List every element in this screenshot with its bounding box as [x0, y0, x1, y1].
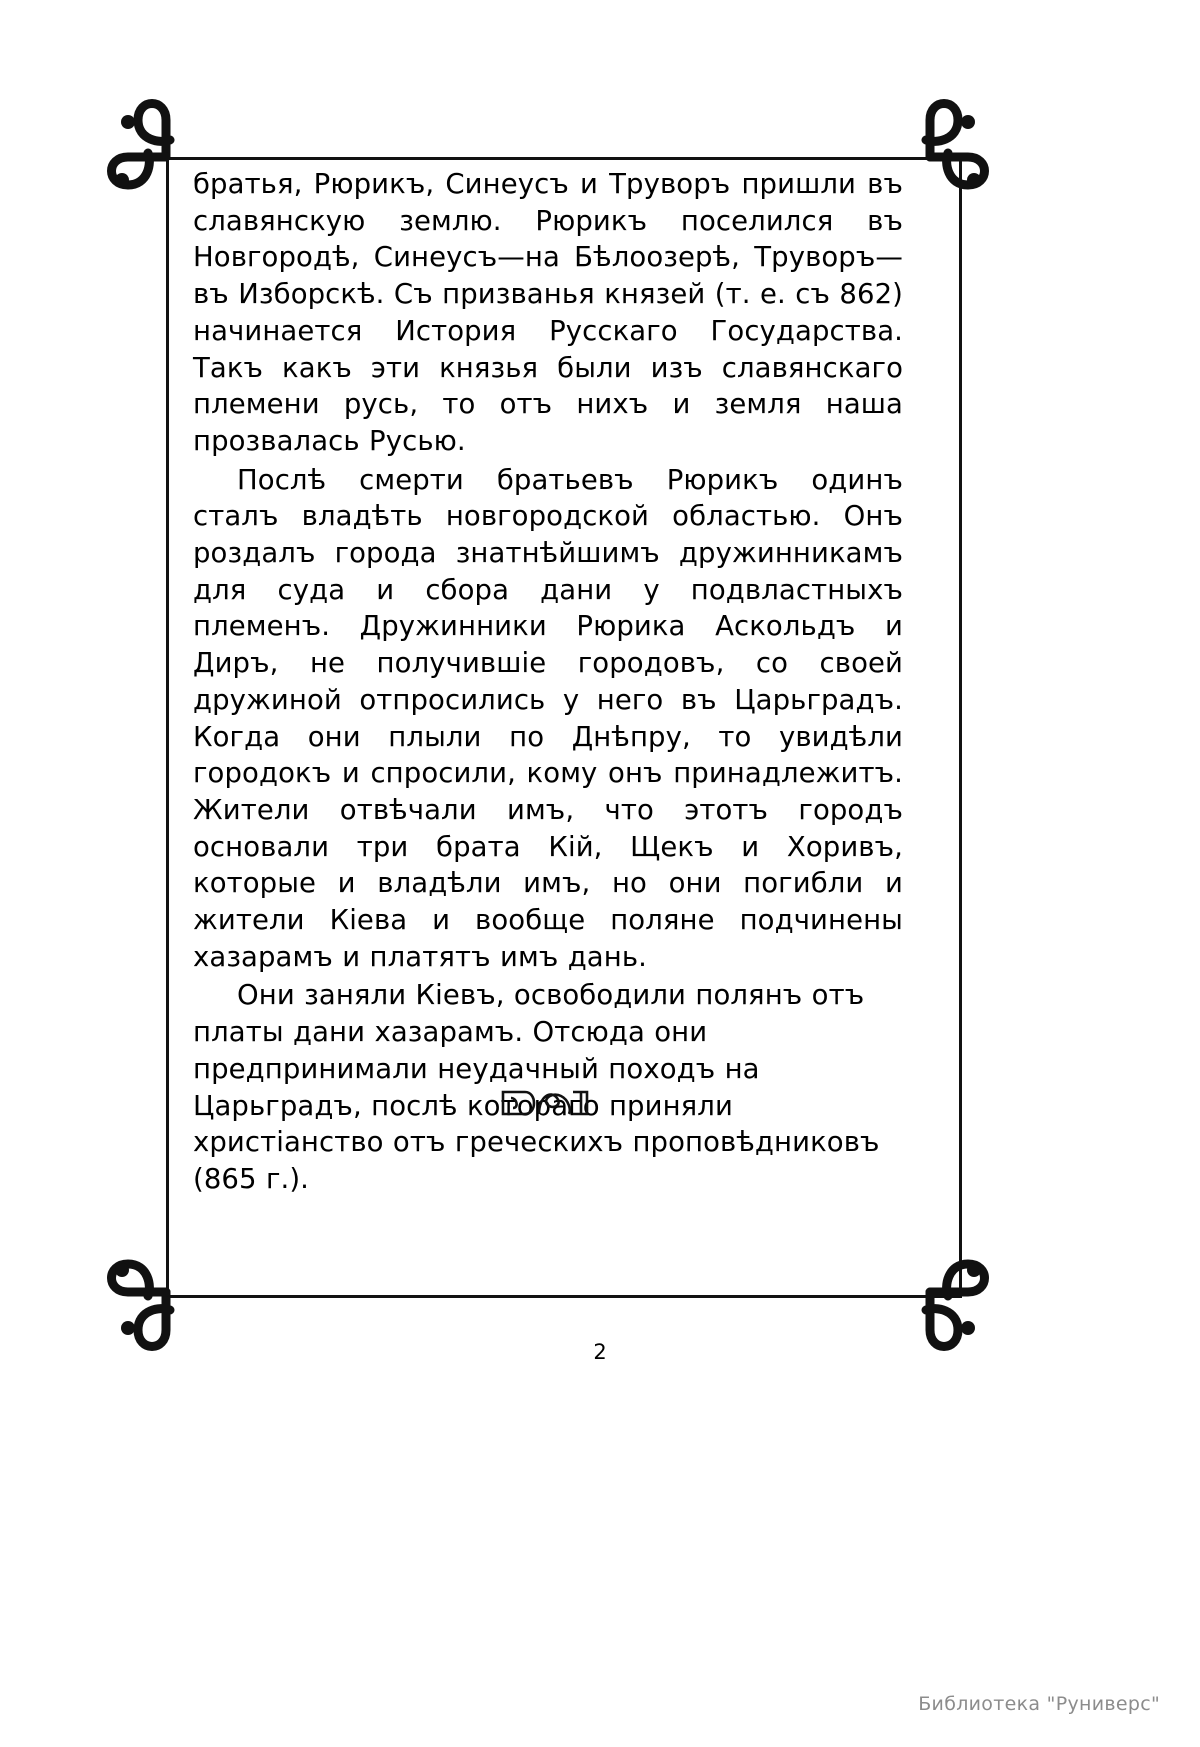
paragraph: Послѣ смерти братьевъ Рюрикъ одинъ сталъ владѣть новгородской областью. Онъ роздалъ города знатнѣйшимъ дружинникамъ для суда и сбора дани у подвластныхъ племенъ. Дружинники Рюрика Аскольдъ и Диръ, не получившіе городовъ, со своей дружиной отпросились у него въ Царьградъ. Когда они плыли по Днѣпру, то увидѣли городокъ и спросили, кому онъ принадлежитъ. Жители отвѣчали имъ, что этотъ городъ основали три брата Кій, Щекъ и Хоривъ, которые и владѣли имъ, но они погибли и жители Кіева и вообще поляне подчинены хазарамъ и платятъ имъ дань. — [193, 463, 903, 973]
library-watermark: Библиотека "Руниверс" — [918, 1693, 1160, 1715]
decorative-monogram-icon — [495, 1080, 595, 1126]
paragraph: братья, Рюрикъ, Синеусъ и Труворъ пришли въ славянскую землю. Рюрикъ поселился въ Новгородѣ, Синеусъ—на Бѣлоозерѣ, Труворъ—въ Изборскѣ. Съ призванья князей (т. е. съ 862) начинается История Русскаго Государства. Такъ какъ эти князья были изъ славянскаго племени русь, то отъ нихъ и земля наша прозвалась Русью. — [193, 168, 903, 457]
page-body-text — [193, 166, 903, 1200]
paragraph: Они заняли Кіевъ, освободили полянъ отъ платы дани хазарамъ. Отсюда они предпринимали неудачный походъ на Царьградъ, послѣ котораго приняли христіанство отъ греческихъ проповѣдниковъ (865 г.). — [193, 979, 880, 1195]
page-number: 2 — [593, 1340, 607, 1364]
